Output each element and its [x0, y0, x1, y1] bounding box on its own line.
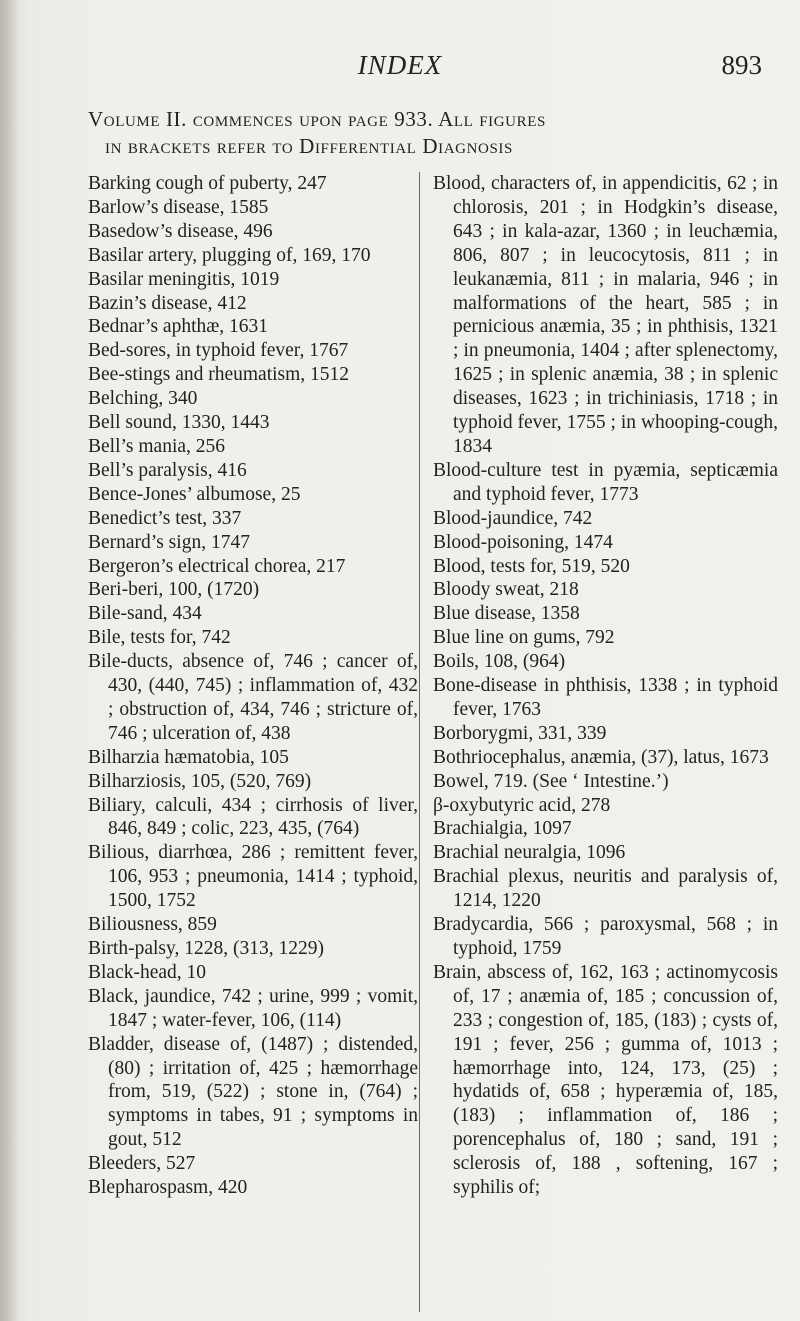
column-divider: [419, 172, 420, 1312]
index-entry: Basilar meningitis, 1019: [88, 268, 280, 290]
index-entry: Benedict’s test, 337: [88, 507, 242, 529]
index-entry: Brachial plexus, neuritis and paralysis of, 1214, 1220: [433, 866, 778, 912]
index-entry: Barlow’s disease, 1585: [88, 196, 269, 218]
page-gutter-shadow: [0, 0, 18, 1321]
index-entry: Brachial neuralgia, 1096: [433, 842, 626, 864]
index-entry: Bowel, 719. (See ‘ Intestine.’): [433, 770, 669, 792]
page-header: [0, 50, 800, 90]
index-entry: Birth-palsy, 1228, (313, 1229): [88, 938, 324, 959]
index-entry: Barking cough of puberty, 247: [88, 173, 327, 194]
index-entry: Bleeders, 527: [88, 1153, 196, 1175]
index-entry: Bilharzia hæmatobia, 105: [88, 746, 289, 768]
index-entry: Bee-stings and rheumatism, 1512: [88, 364, 350, 386]
index-entry: Blood, characters of, in appendicitis, 62 ; in chlorosis, 201 ; in Hodgkin’s disease, 643 ; in kala-azar, 1360 ; in leuchæmia, 806, 807 ; in leucocytosis, 811 ; in leukanæmia, 811 ; in malaria, 946 ; in malformations of the heart, 585 ; in pernicious anæmia, 35 ; in phthisis, 1321 ; in pneumonia, 1404 ; after splenectomy, 1625 ; in splenic anæmia, 38 ; in splenic diseases, 1623 ; in trichiniasis, 1718 ; in typhoid fever, 1755 ; in whooping-cough, 1834: [433, 173, 778, 457]
index-entry: Borborygmi, 331, 339: [433, 722, 607, 744]
index-entry: Black, jaundice, 742 ; urine, 999 ; vomit, 1847 ; water-fever, 106, (114): [88, 985, 418, 1031]
index-entry: Biliousness, 859: [88, 914, 217, 936]
volume-notice-line-2: in brackets refer to Differential Diagnosis: [105, 134, 513, 158]
index-entry: Bergeron’s electrical chorea, 217: [88, 555, 346, 577]
index-entry: Bloody sweat, 218: [433, 579, 579, 601]
index-entry: Blood-jaundice, 742: [433, 507, 593, 529]
index-entry: Bernard’s sign, 1747: [88, 531, 250, 553]
index-entry: Bilharziosis, 105, (520, 769): [88, 770, 312, 792]
index-entry: Brain, abscess of, 162, 163 ; actinomycosis of, 17 ; anæmia of, 185 ; concussion of, 233 ; congestion of, 185, (183) ; cysts of, 191 ; fever, 256 ; gumma of, 1013 ; hæmorrhage into, 124, 173, (25) ; hydatids of, 658 ; hyperæmia of, 185, (183) ; inflammation of, 186 ; porencephalus of, 180 ; sand, 191 ; sclerosis of, 188 , softening, 167 ; syphilis of;: [433, 961, 778, 1199]
index-column-left: [88, 172, 418, 1200]
index-entry: Blood, tests for, 519, 520: [433, 555, 630, 577]
index-entry: Blue disease, 1358: [433, 603, 580, 625]
index-entry: Belching, 340: [88, 388, 198, 410]
index-entry: Bell’s mania, 256: [88, 435, 226, 457]
index-entry: Basedow’s disease, 496: [88, 220, 273, 242]
index-column-right: [433, 172, 778, 1200]
index-entry: Bladder, disease of, (1487) ; distended, (80) ; irritation of, 425 ; hæmorrhage from, 519, (522) ; stone in, (764) ; symptoms in tabes, 91 ; symptoms in gout, 512: [88, 1033, 418, 1151]
index-entry: Black-head, 10: [88, 961, 207, 983]
index-entry: Bradycardia, 566 ; paroxysmal, 568 ; in typhoid, 1759: [433, 914, 778, 959]
index-entry: Beri-beri, 100, (1720): [88, 579, 260, 601]
index-entry: Blood-poisoning, 1474: [433, 531, 613, 553]
index-entry: Brachialgia, 1097: [433, 818, 572, 840]
index-entry: Bell’s paralysis, 416: [88, 459, 247, 481]
index-entry: Bile-ducts, absence of, 746 ; cancer of, 430, (440, 745) ; inflammation of, 432 ; obstruction of, 434, 746 ; stricture of, 746 ; ulceration of, 438: [88, 651, 418, 744]
index-entry: Bile, tests for, 742: [88, 627, 231, 649]
index-entry: Biliary, calculi, 434 ; cirrhosis of liver, 846, 849 ; colic, 223, 435, (764): [88, 794, 418, 840]
volume-notice: [88, 106, 778, 160]
index-entry: Bilious, diarrhœa, 286 ; remittent fever, 106, 953 ; pneumonia, 1414 ; typhoid, 1500, 1752: [88, 842, 418, 912]
index-entry: Bell sound, 1330, 1443: [88, 412, 270, 434]
page-number: 893: [721, 50, 762, 80]
index-entry: Bone-disease in phthisis, 1338 ; in typhoid fever, 1763: [433, 675, 778, 720]
index-entry: Blood-culture test in pyæmia, septicæmia and typhoid fever, 1773: [433, 459, 778, 505]
index-columns: [88, 172, 793, 1312]
index-entry: Blue line on gums, 792: [433, 627, 615, 649]
index-entry: Boils, 108, (964): [433, 651, 566, 673]
running-title: INDEX: [357, 50, 443, 80]
index-entry: Bednar’s aphthæ, 1631: [88, 316, 268, 338]
index-entry: Bence-Jones’ albumose, 25: [88, 483, 301, 505]
index-entry: Bothriocephalus, anæmia, (37), latus, 1673: [433, 746, 769, 768]
index-entry: Basilar artery, plugging of, 169, 170: [88, 244, 371, 266]
volume-notice-line-1: Volume II. commences upon page 933. All figures: [88, 107, 546, 131]
index-entry: Bed-sores, in typhoid fever, 1767: [88, 340, 349, 362]
index-entry: β-oxybutyric acid, 278: [433, 794, 611, 816]
index-entry: Bile-sand, 434: [88, 603, 202, 625]
index-entry: Bazin’s disease, 412: [88, 292, 247, 314]
index-entry: Blepharospasm, 420: [88, 1177, 248, 1199]
